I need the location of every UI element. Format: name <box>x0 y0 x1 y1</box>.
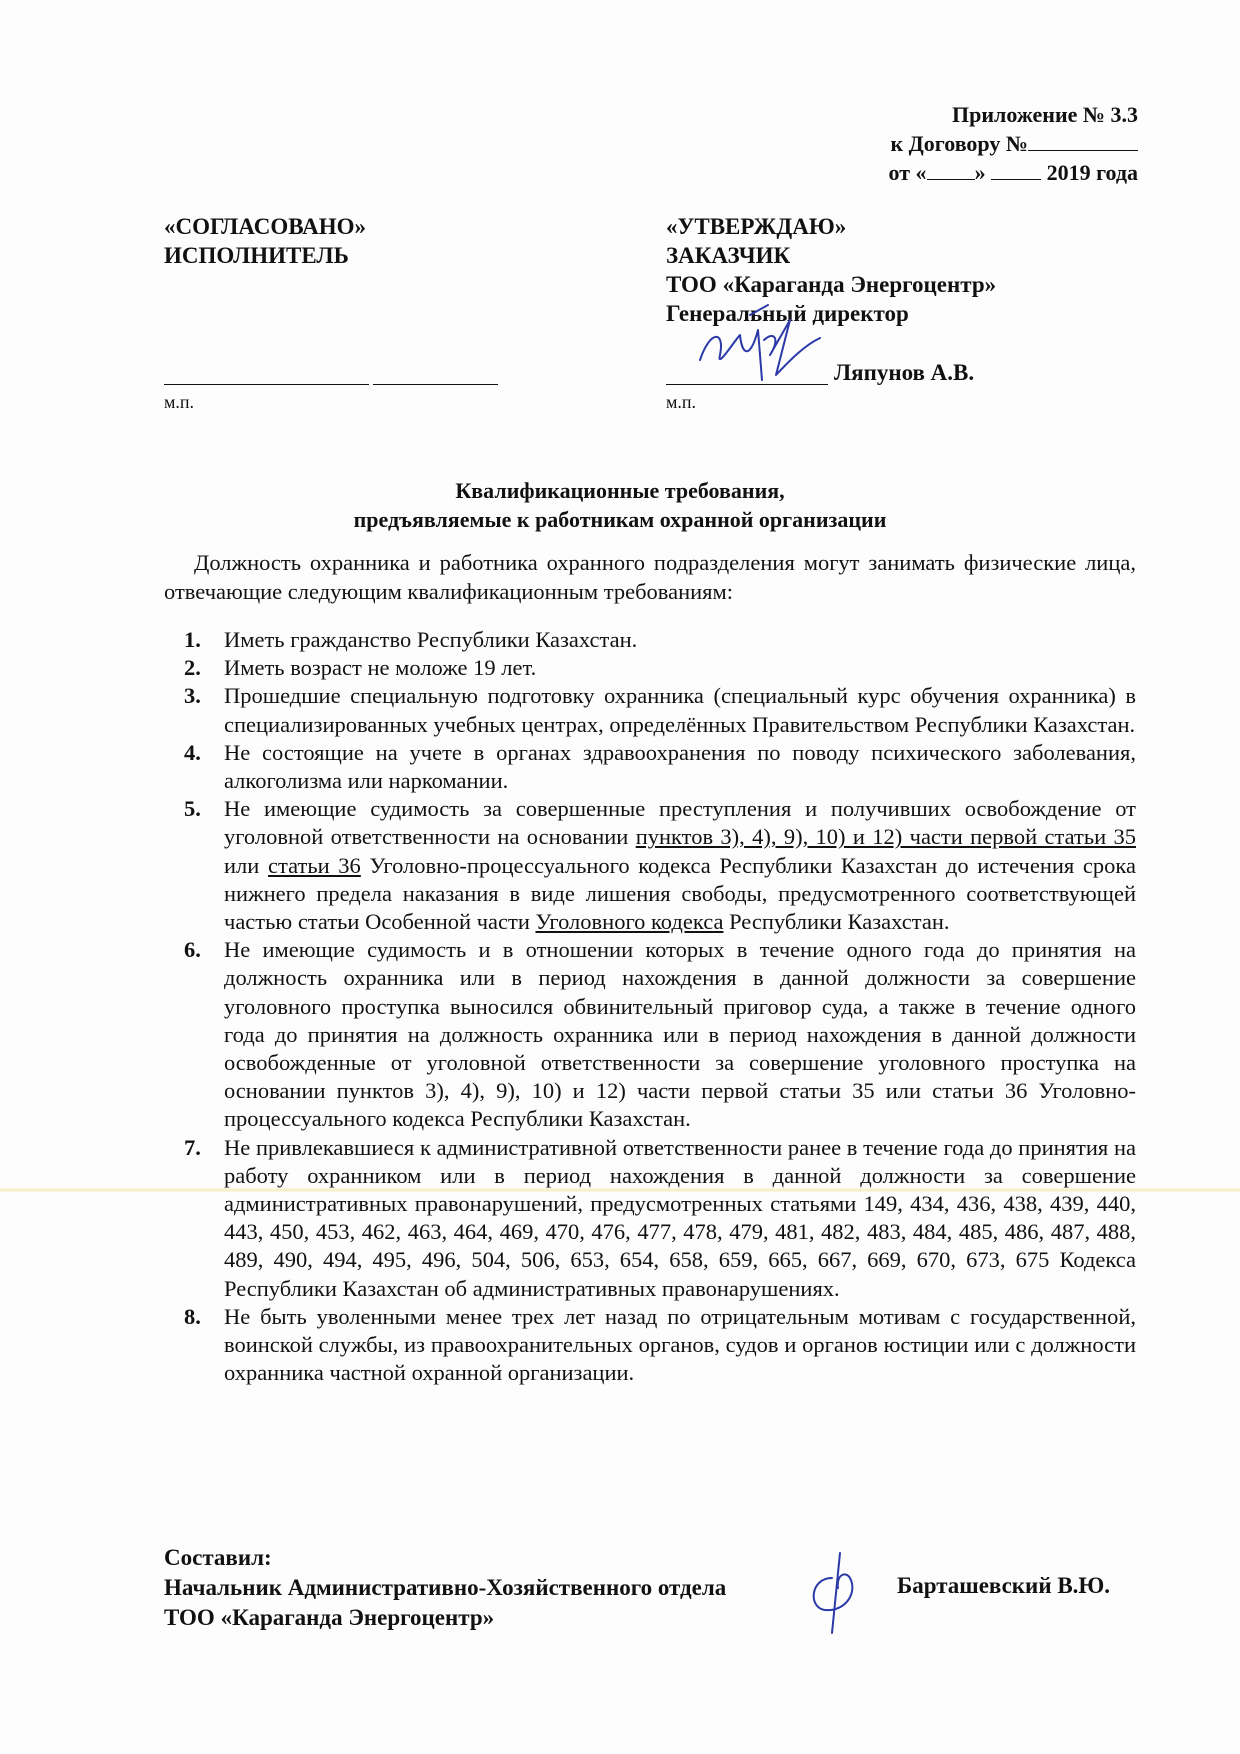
composer-label: Составил: <box>164 1545 272 1570</box>
law-link-article-36[interactable]: статьи 36 <box>267 852 361 878</box>
director-signature-icon <box>680 300 830 390</box>
title-line-2: предъявляемые к работникам охранной организации <box>353 507 887 532</box>
customer-stamp-label: м.п. <box>666 392 697 412</box>
law-link-criminal-code[interactable]: Уголовного кодекса <box>535 909 724 935</box>
requirements-list <box>164 626 1136 1387</box>
customer-position: Генеральный директор <box>666 301 909 326</box>
contract-date: от « » 2019 года <box>888 160 1138 185</box>
composer-position: Начальник Административно-Хозяйственного отдела <box>164 1575 727 1600</box>
agreed-heading: «СОГЛАСОВАНО» <box>164 214 367 239</box>
customer-signer-name: Ляпунов А.В. <box>834 360 975 385</box>
contract-number-blank <box>1028 130 1138 151</box>
executor-stamp-label: м.п. <box>164 392 195 412</box>
title-line-1: Квалификационные требования, <box>455 478 785 503</box>
list-item: 6. Не имеющие судимость и в отношении которых в течение одного года до принятия на должность охранника или в период нахождения в данной должности за совершение уголовного проступка выносился обвинительный приговор суда, а также в течение одного года до принятия на должность охранника или в период нахождения в данной должности освобожденные от уголовной ответственности за совершение уголовного проступка на основании пунктов 3), 4), 9), 10) и 12) части первой статьи 35 или статьи 36 Уголовно-процессуального кодекса Республики Казахстан. <box>184 937 1136 1132</box>
list-item: 4. Не состоящие на учете в органах здравоохранения по поводу психического заболевания, алкоголизма или наркомании. <box>184 739 1136 794</box>
executor-label: ИСПОЛНИТЕЛЬ <box>164 243 349 268</box>
executor-name-line <box>373 384 498 385</box>
document-title <box>0 476 1240 534</box>
list-item: 7. Не привлекавшиеся к административной ответственности ранее в течение года до принятия на работу охранником или в период нахождения в данной должности за совершение административных правонарушений, предусмотренных статьями 149, 434, 436, 438, 439, 440, 443, 450, 453, 462, 463, 464, 469, 470, 476, 477, 478, 479, 481, 482, 483, 484, 485, 486, 487, 488, 489, 490, 494, 495, 496, 504, 506, 653, 654, 658, 659, 665, 667, 669, 670, 673, 675 Кодекса Республики Казахстан об административных правонарушениях. <box>184 1134 1136 1301</box>
executor-signature-line <box>164 384 369 385</box>
list-item: 8. Не быть уволенными менее трех лет назад по отрицательным мотивам с государственной, воинской службы, из правоохранительных органов, судов и органов юстиции или с должности охранника частной охранной организации. <box>184 1303 1136 1386</box>
law-link-articles-35[interactable]: пунктов 3), 4), 9), 10) и 12) части первой статьи 35 <box>635 824 1137 850</box>
customer-label: ЗАКАЗЧИК <box>666 243 791 268</box>
day-blank <box>927 159 975 180</box>
customer-company: ТОО «Караганда Энергоцентр» <box>666 272 997 297</box>
agreed-block <box>164 212 366 270</box>
composer-signature-icon <box>800 1548 870 1638</box>
composer-block <box>164 1543 726 1633</box>
intro-paragraph: Должность охранника и работника охранного подразделения могут занимать физические лица, отвечающие следующим квалификационным требованиям: <box>164 550 1136 604</box>
list-item: 2. Иметь возраст не моложе 19 лет. <box>184 655 537 681</box>
appendix-number: Приложение № 3.3 <box>952 102 1138 127</box>
composer-company: ТОО «Караганда Энергоцентр» <box>164 1605 495 1630</box>
list-item: 5. Не имеющие судимость за совершенные преступления и получивших освобождение от уголовной ответственности на основании пунктов 3), 4), 9), 10) и 12) части первой статьи 35 или статьи 36 Уголовно-процессуального кодекса Республики Казахстан до истечения срока нижнего предела наказания в виде лишения свободы, предусмотренного соответствующей частью статьи Особенной части Уголовного кодекса Республики Казахстан. <box>184 796 1137 935</box>
appendix-header <box>889 100 1138 187</box>
contract-reference: к Договору № <box>889 129 1138 158</box>
list-item: 1. Иметь гражданство Республики Казахстан. <box>184 627 638 652</box>
composer-name: Барташевский В.Ю. <box>897 1573 1111 1598</box>
list-item: 3. Прошедшие специальную подготовку охранника (специальный курс обучения охранника) в специализированных учебных центрах, определённых Правительством Республики Казахстан. <box>184 683 1136 737</box>
approve-heading: «УТВЕРЖДАЮ» <box>666 214 847 239</box>
month-blank <box>991 159 1041 180</box>
